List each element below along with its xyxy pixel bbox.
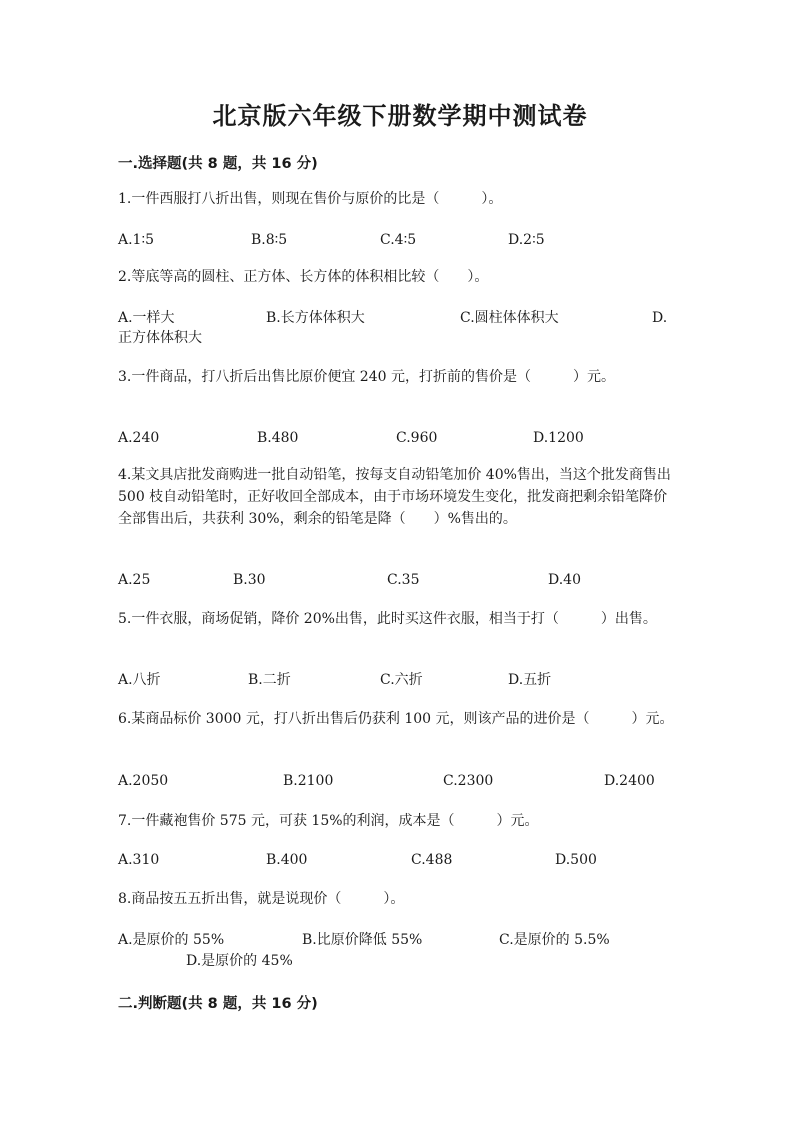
question-7-option-a: A.310: [118, 852, 160, 868]
question-6-option-c: C.2300: [443, 773, 494, 789]
question-3-option-c: C.960: [396, 430, 438, 446]
question-1-option-b: B.8∶5: [251, 232, 288, 248]
question-8-option-d: D.是原价的 45%: [186, 953, 293, 969]
question-4-stem: 4.某文具店批发商购进一批自动铅笔，按每支自动铅笔加价 40%售出，当这个批发商售出 500 枝自动铅笔时，正好收回全部成本，由于市场环境发生变化，批发商把剩余铅笔降价全部售出后，共获利 30%，剩余的铅笔是降（ ）%售出的。: [118, 467, 671, 527]
question-4-option-b: B.30: [233, 572, 266, 588]
question-1-option-a: A.1∶5: [118, 232, 155, 248]
question-6-stem: 6.某商品标价 3000 元，打八折出售后仍获利 100 元，则该产品的进价是（ ）元。: [118, 711, 674, 727]
question-4-option-c: C.35: [387, 572, 420, 588]
question-5-option-a: A.八折: [118, 672, 161, 688]
question-1-option-d: D.2∶5: [508, 232, 545, 248]
question-6-option-a: A.2050: [118, 773, 169, 789]
question-2-option-b: B.长方体体积大: [266, 310, 365, 326]
question-1-option-c: C.4∶5: [380, 232, 417, 248]
question-5-option-d: D.五折: [508, 672, 552, 688]
question-5-option-b: B.二折: [248, 672, 291, 688]
question-6-option-d: D.2400: [604, 773, 655, 789]
question-4-option-d: D.40: [548, 572, 581, 588]
question-3-option-b: B.480: [257, 430, 299, 446]
page-title: 北京版六年级下册数学期中测试卷: [212, 102, 588, 130]
question-2-stem: 2.等底等高的圆柱、正方体、长方体的体积相比较（ ）。: [118, 269, 489, 285]
section-heading-choice: 一.选择题(共 8 题，共 16 分): [118, 156, 318, 172]
question-5-option-c: C.六折: [380, 672, 423, 688]
question-3-option-d: D.1200: [533, 430, 584, 446]
question-1-stem: 1.一件西服打八折出售，则现在售价与原价的比是（ ）。: [118, 191, 503, 207]
question-3-option-a: A.240: [118, 430, 160, 446]
question-2-option-d-text: 正方体体积大: [118, 330, 202, 346]
question-2-option-d: D.: [652, 310, 668, 326]
question-8-option-c: C.是原价的 5.5%: [499, 932, 610, 948]
section-heading-judgement: 二.判断题(共 8 题，共 16 分): [118, 996, 318, 1012]
question-7-option-b: B.400: [266, 852, 308, 868]
question-7-option-c: C.488: [411, 852, 453, 868]
question-7-stem: 7.一件藏袍售价 575 元，可获 15%的利润，成本是（ ）元。: [118, 813, 539, 829]
question-4-option-a: A.25: [118, 572, 151, 588]
question-2-option-c: C.圆柱体体积大: [460, 310, 559, 326]
question-7-option-d: D.500: [555, 852, 597, 868]
question-5-stem: 5.一件衣服，商场促销，降价 20%出售，此时买这件衣服，相当于打（ ）出售。: [118, 611, 657, 627]
question-3-stem: 3.一件商品，打八折后出售比原价便宜 240 元，打折前的售价是（ ）元。: [118, 369, 615, 385]
question-8-option-a: A.是原价的 55%: [118, 932, 225, 948]
question-8-option-b: B.比原价降低 55%: [302, 932, 423, 948]
question-2-option-a: A.一样大: [118, 310, 175, 326]
question-6-option-b: B.2100: [283, 773, 334, 789]
question-8-stem: 8.商品按五五折出售，就是说现价（ ）。: [118, 891, 405, 907]
